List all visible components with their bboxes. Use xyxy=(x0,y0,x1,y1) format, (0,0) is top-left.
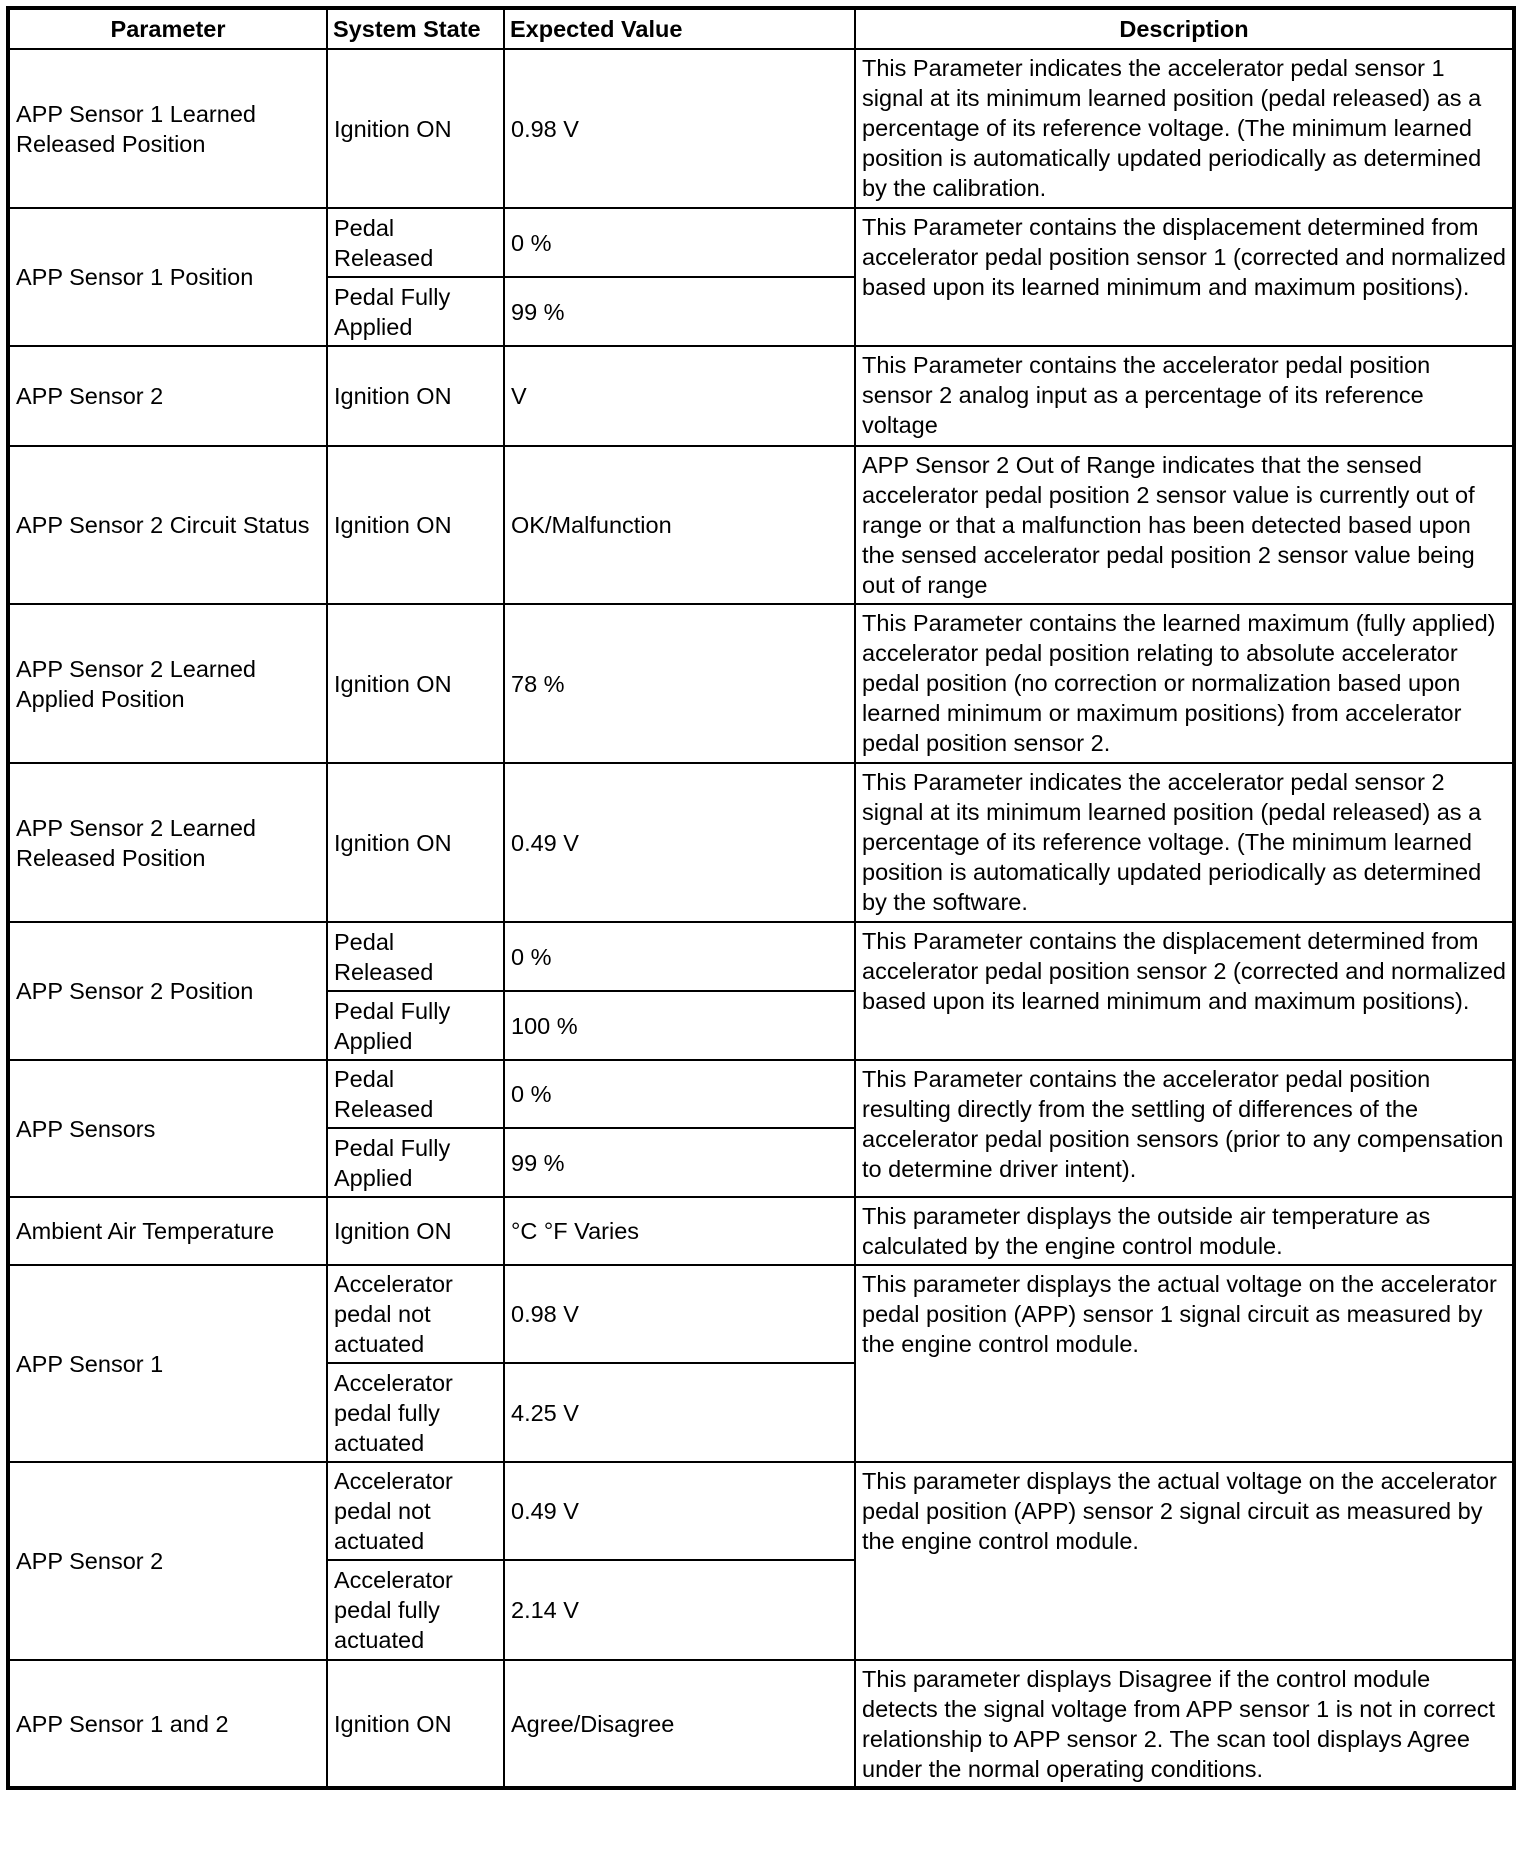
expected-value-cell: °C °F Varies xyxy=(504,1197,855,1265)
description-cell: This Parameter contains the displacement determined from accelerator pedal position sensor 2 (corrected and normalized based upon its learned minimum and maximum positions). xyxy=(855,922,1514,1060)
header-description: Description xyxy=(855,8,1514,49)
parameter-cell: APP Sensor 1 and 2 xyxy=(8,1660,327,1788)
table-row xyxy=(8,49,1514,208)
description-cell: This parameter displays Disagree if the control module detects the signal voltage from APP sensor 1 is not in correct relationship to APP sensor 2. The scan tool displays Agree under the normal operating conditions. xyxy=(855,1660,1514,1788)
table-row xyxy=(8,1462,1514,1560)
description-cell: This Parameter contains the displacement determined from accelerator pedal position sensor 1 (corrected and normalized based upon its learned minimum and maximum positions). xyxy=(855,208,1514,346)
expected-value-cell: 99 % xyxy=(504,277,855,346)
expected-value-cell: 0 % xyxy=(504,922,855,991)
expected-value-cell: 0.98 V xyxy=(504,49,855,208)
system-state-cell: Ignition ON xyxy=(327,1197,504,1265)
parameter-cell: APP Sensor 2 xyxy=(8,1462,327,1660)
expected-value-cell: 2.14 V xyxy=(504,1560,855,1660)
expected-value-cell: 4.25 V xyxy=(504,1363,855,1462)
system-state-cell: Ignition ON xyxy=(327,49,504,208)
table-row xyxy=(8,446,1514,604)
table-row xyxy=(8,1660,1514,1788)
system-state-cell: Ignition ON xyxy=(327,763,504,922)
description-cell: This Parameter contains the accelerator pedal position sensor 2 analog input as a percentage of its reference voltage xyxy=(855,346,1514,446)
system-state-cell: Accelerator pedal not actuated xyxy=(327,1265,504,1363)
table-row xyxy=(8,763,1514,922)
description-cell: APP Sensor 2 Out of Range indicates that the sensed accelerator pedal position 2 sensor value is currently out of range or that a malfunction has been detected based upon the sensed accelerator pedal position 2 sensor value being out of range xyxy=(855,446,1514,604)
system-state-cell: Pedal Fully Applied xyxy=(327,277,504,346)
parameter-cell: APP Sensor 1 Position xyxy=(8,208,327,346)
description-cell: This Parameter contains the learned maximum (fully applied) accelerator pedal position relating to absolute accelerator pedal position (no correction or normalization based upon learned minimum or maximum positions) from accelerator pedal position sensor 2. xyxy=(855,604,1514,763)
expected-value-cell: Agree/Disagree xyxy=(504,1660,855,1788)
description-cell: This parameter displays the outside air temperature as calculated by the engine control module. xyxy=(855,1197,1514,1265)
system-state-cell: Ignition ON xyxy=(327,446,504,604)
header-expected-value: Expected Value xyxy=(504,8,855,49)
description-cell: This parameter displays the actual voltage on the accelerator pedal position (APP) sensor 2 signal circuit as measured by the engine control module. xyxy=(855,1462,1514,1660)
description-cell: This Parameter contains the accelerator pedal position resulting directly from the settling of differences of the accelerator pedal position sensors (prior to any compensation to determine driver intent). xyxy=(855,1060,1514,1197)
table-row xyxy=(8,1060,1514,1128)
system-state-cell: Pedal Released xyxy=(327,208,504,277)
system-state-cell: Pedal Released xyxy=(327,1060,504,1128)
parameter-cell: APP Sensor 1 Learned Released Position xyxy=(8,49,327,208)
system-state-cell: Accelerator pedal fully actuated xyxy=(327,1560,504,1660)
parameter-cell: APP Sensor 2 Position xyxy=(8,922,327,1060)
description-cell: This Parameter indicates the accelerator pedal sensor 2 signal at its minimum learned position (pedal released) as a percentage of its reference voltage. (The minimum learned position is automatically updated periodically as determined by the software. xyxy=(855,763,1514,922)
description-cell: This parameter displays the actual voltage on the accelerator pedal position (APP) sensor 1 signal circuit as measured by the engine control module. xyxy=(855,1265,1514,1462)
system-state-cell: Ignition ON xyxy=(327,604,504,763)
parameter-cell: APP Sensor 2 Circuit Status xyxy=(8,446,327,604)
header-parameter: Parameter xyxy=(8,8,327,49)
expected-value-cell: 0.49 V xyxy=(504,1462,855,1560)
system-state-cell: Pedal Fully Applied xyxy=(327,991,504,1060)
system-state-cell: Pedal Released xyxy=(327,922,504,991)
system-state-cell: Ignition ON xyxy=(327,346,504,446)
table-row xyxy=(8,1265,1514,1363)
table-row xyxy=(8,604,1514,763)
expected-value-cell: 0.49 V xyxy=(504,763,855,922)
description-cell: This Parameter indicates the accelerator pedal sensor 1 signal at its minimum learned position (pedal released) as a percentage of its reference voltage. (The minimum learned position is automatically updated periodically as determined by the calibration. xyxy=(855,49,1514,208)
system-state-cell: Ignition ON xyxy=(327,1660,504,1788)
table-row xyxy=(8,1197,1514,1265)
system-state-cell: Accelerator pedal fully actuated xyxy=(327,1363,504,1462)
header-row xyxy=(8,8,1514,49)
expected-value-cell: 0 % xyxy=(504,208,855,277)
parameter-cell: APP Sensor 2 Learned Released Position xyxy=(8,763,327,922)
parameter-cell: Ambient Air Temperature xyxy=(8,1197,327,1265)
system-state-cell: Pedal Fully Applied xyxy=(327,1128,504,1197)
parameter-table xyxy=(6,6,1516,1790)
expected-value-cell: OK/Malfunction xyxy=(504,446,855,604)
expected-value-cell: 99 % xyxy=(504,1128,855,1197)
expected-value-cell: 0.98 V xyxy=(504,1265,855,1363)
parameter-cell: APP Sensor 2 Learned Applied Position xyxy=(8,604,327,763)
table-row xyxy=(8,922,1514,991)
parameter-cell: APP Sensors xyxy=(8,1060,327,1197)
expected-value-cell: 78 % xyxy=(504,604,855,763)
header-system-state: System State xyxy=(327,8,504,49)
system-state-cell: Accelerator pedal not actuated xyxy=(327,1462,504,1560)
expected-value-cell: 100 % xyxy=(504,991,855,1060)
table-row xyxy=(8,208,1514,277)
parameter-cell: APP Sensor 1 xyxy=(8,1265,327,1462)
table-row xyxy=(8,346,1514,446)
expected-value-cell: 0 % xyxy=(504,1060,855,1128)
parameter-cell: APP Sensor 2 xyxy=(8,346,327,446)
expected-value-cell: V xyxy=(504,346,855,446)
